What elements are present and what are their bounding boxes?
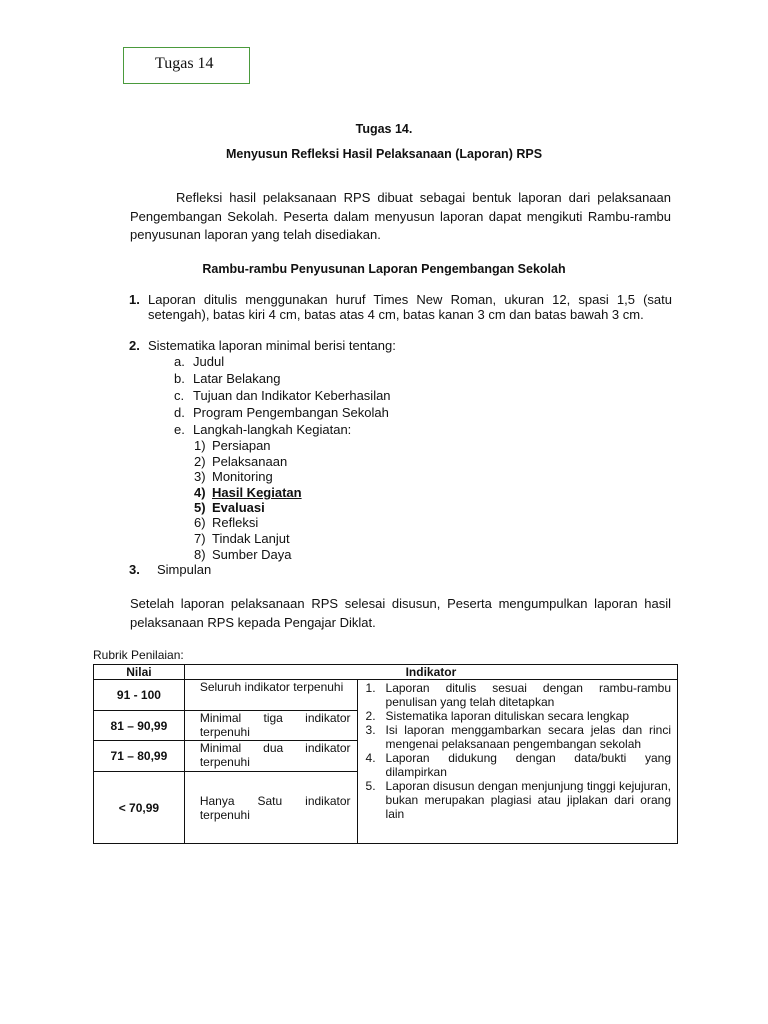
- step-item: Tindak Lanjut: [212, 531, 290, 546]
- sub-letter: e.: [174, 422, 185, 437]
- doc-title: Tugas 14.: [355, 122, 413, 136]
- criteria-cell: Minimal tiga indikator terpenuhi: [184, 711, 357, 741]
- indikator-item: 5. Laporan disusun dengan menjunjung tinggi kejujuran, bukan merupakan plagiasi atau jiplakan dari orang lain: [365, 779, 671, 821]
- sub-item: Langkah-langkah Kegiatan:: [193, 422, 352, 437]
- nilai-cell: 91 - 100: [94, 680, 185, 711]
- criteria-cell: Seluruh indikator terpenuhi: [184, 680, 357, 711]
- step-item-bold: Evaluasi: [212, 500, 265, 515]
- step-item: Refleksi: [212, 515, 259, 530]
- col-header-indikator: Indikator: [184, 665, 677, 680]
- step-number: 1): [194, 438, 206, 453]
- sub-item: Tujuan dan Indikator Keberhasilan: [193, 388, 391, 403]
- col-header-nilai: Nilai: [94, 665, 185, 680]
- step-item: Monitoring: [212, 469, 273, 484]
- step-number: 3): [194, 469, 206, 484]
- nilai-cell: 81 – 90,99: [94, 711, 185, 741]
- step-number: 5): [194, 500, 206, 515]
- intro-paragraph: Refleksi hasil pelaksanaan RPS dibuat sebagai bentuk laporan dari pelaksanaan Pengembangan Sekolah. Peserta dalam menyusun laporan dapat mengikuti Rambu-rambu penyusunan laporan yang telah disediakan.: [130, 190, 671, 242]
- task-tag-box: [123, 47, 250, 84]
- sub-letter: d.: [174, 405, 185, 420]
- sub-letter: c.: [174, 388, 185, 403]
- closing-paragraph: Setelah laporan pelaksanaan RPS selesai disusun, Peserta mengumpulkan laporan hasil pelaksanaan RPS kepada Pengajar Diklat.: [130, 596, 671, 630]
- step-number: 2): [194, 454, 206, 469]
- sub-item: Latar Belakang: [193, 371, 281, 386]
- indikator-list: [364, 681, 671, 821]
- doc-subtitle: Menyusun Refleksi Hasil Pelaksanaan (Laporan) RPS: [225, 147, 543, 161]
- step-number: 6): [194, 515, 206, 530]
- item-1-text: Laporan ditulis menggunakan huruf Times New Roman, ukuran 12, spasi 1,5 (satu setengah), batas kiri 4 cm, batas atas 4 cm, batas kanan 3 cm dan batas bawah 3 cm.: [148, 292, 672, 322]
- sub-letter: b.: [174, 371, 185, 386]
- rubric-table: [93, 664, 678, 844]
- indikator-list-cell: [357, 680, 677, 844]
- step-item: Persiapan: [212, 438, 271, 453]
- indikator-item: 3. Isi laporan menggambarkan secara jelas dan rinci mengenai pelaksanaan pengembangan sekolah: [365, 723, 671, 751]
- item-3-number: 3.: [129, 562, 140, 577]
- item-2-text: Sistematika laporan minimal berisi tentang:: [148, 338, 396, 353]
- step-number: 4): [194, 485, 206, 500]
- indikator-item: 4. Laporan didukung dengan data/bukti yang dilampirkan: [365, 751, 671, 779]
- step-item: Pelaksanaan: [212, 454, 288, 469]
- step-number: 8): [194, 547, 206, 562]
- rubrik-title: Rubrik Penilaian:: [93, 648, 184, 662]
- rambu-heading: Rambu-rambu Penyusunan Laporan Pengembangan Sekolah: [202, 262, 566, 276]
- item-3-text: Simpulan: [157, 562, 212, 577]
- step-item-highlight: Hasil Kegiatan: [212, 485, 302, 500]
- sub-item: Program Pengembangan Sekolah: [193, 405, 389, 420]
- indikator-item: 2. Sistematika laporan dituliskan secara lengkap: [365, 709, 629, 723]
- item-1-number: 1.: [129, 292, 140, 307]
- step-item: Sumber Daya: [212, 547, 292, 562]
- task-tag-label: Tugas 14: [155, 55, 214, 72]
- item-2-number: 2.: [129, 338, 140, 353]
- nilai-cell: 71 – 80,99: [94, 741, 185, 772]
- criteria-cell: Minimal dua indikator terpenuhi: [184, 741, 357, 772]
- indikator-item: 1. Laporan ditulis sesuai dengan rambu-rambu penulisan yang telah ditetapkan: [365, 681, 671, 709]
- sub-letter: a.: [174, 354, 185, 369]
- step-number: 7): [194, 531, 206, 546]
- nilai-cell: < 70,99: [94, 772, 185, 844]
- criteria-cell: Hanya Satu indikator terpenuhi: [184, 772, 357, 844]
- sub-item: Judul: [193, 354, 225, 369]
